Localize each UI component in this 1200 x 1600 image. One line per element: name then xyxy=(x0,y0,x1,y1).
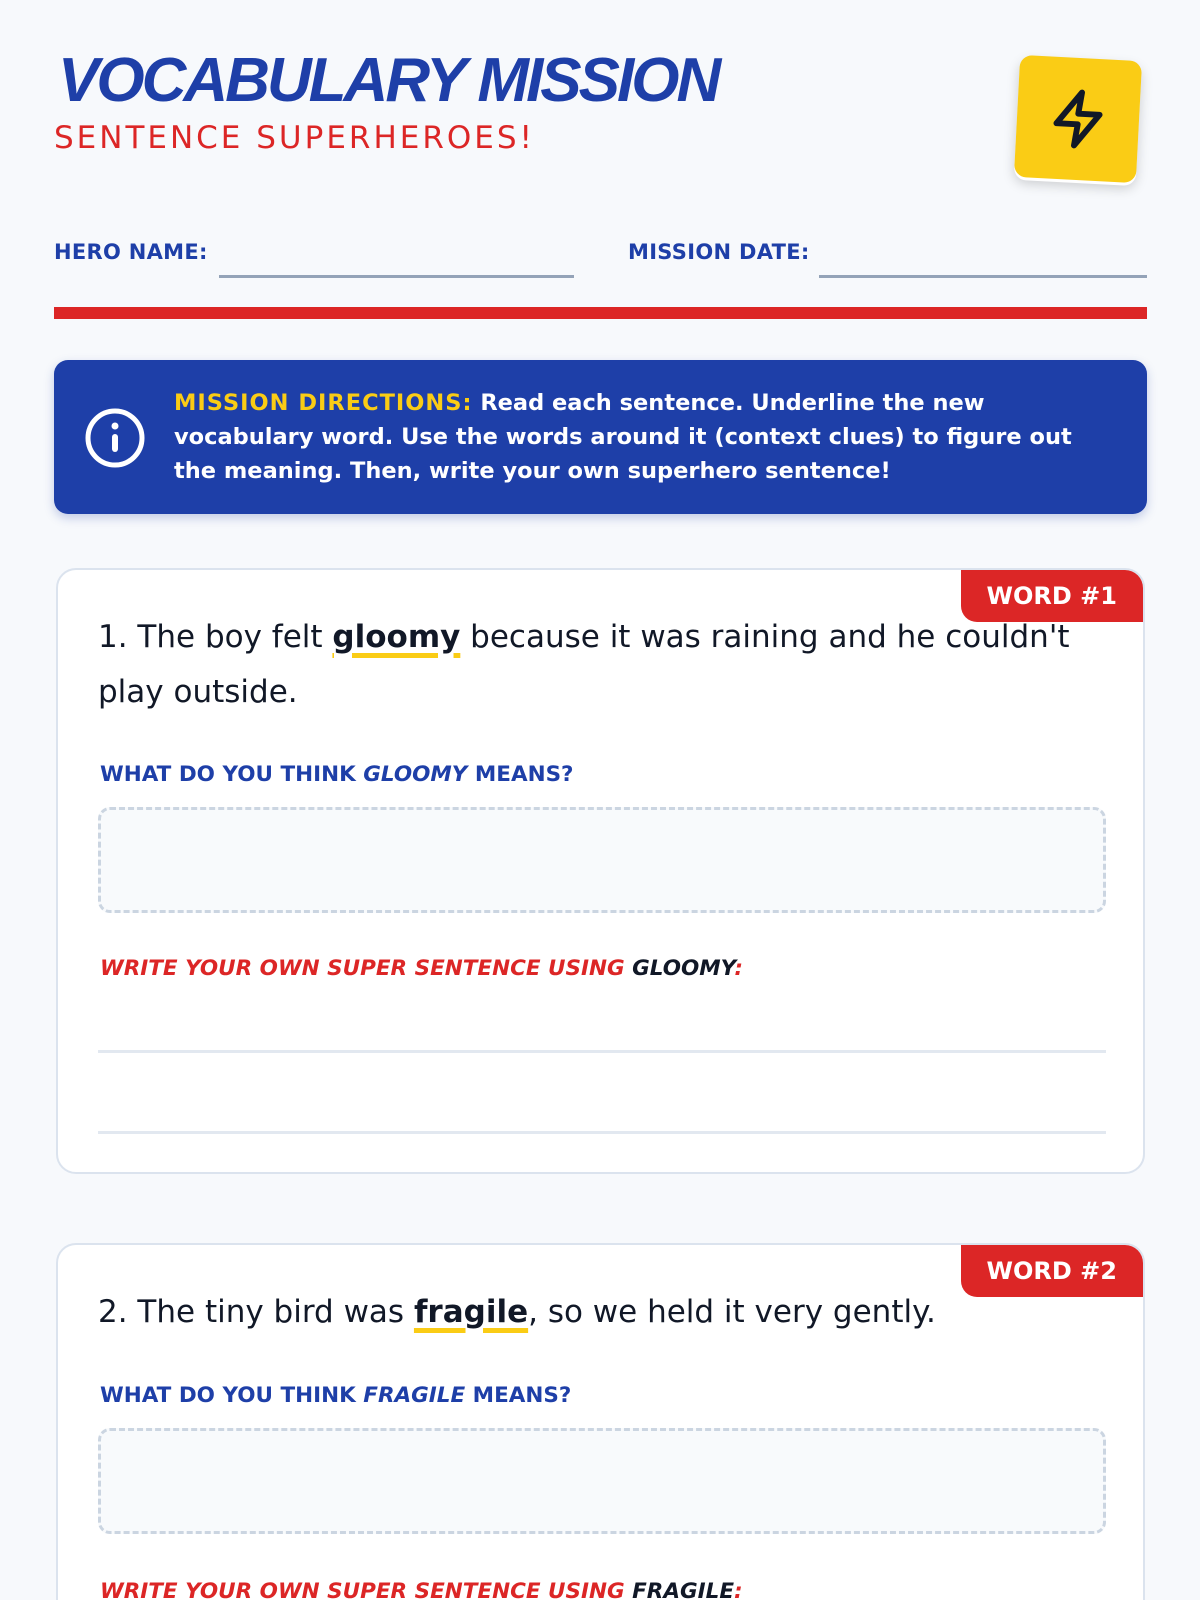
question-text: MEANS? xyxy=(467,762,574,787)
directions-body: Read each sentence. Underline the new vocabulary word. Use the words around it (context clues) to figure out the meaning. Then, write your own superhero sentence! xyxy=(174,390,1072,484)
info-icon xyxy=(84,407,146,469)
meaning-answer-box[interactable] xyxy=(98,807,1106,913)
mission-date-label: MISSION DATE: xyxy=(628,240,810,264)
prompt-word: GLOOMY xyxy=(632,956,735,981)
page-title: VOCABULARY MISSION xyxy=(58,46,719,115)
word-card-1 xyxy=(56,568,1145,1174)
writing-line[interactable] xyxy=(98,1050,1106,1053)
mission-date-field[interactable] xyxy=(819,275,1147,278)
word-tag: WORD #1 xyxy=(961,570,1143,622)
directions-text xyxy=(174,386,1114,488)
lightning-badge xyxy=(1014,55,1142,183)
question-word: FRAGILE xyxy=(363,1383,466,1408)
sentence-text: 2. The tiny bird was xyxy=(98,1294,414,1330)
question-word: GLOOMY xyxy=(363,762,468,787)
lightning-bolt-icon xyxy=(1044,85,1111,152)
sentence-text: , so we held it very gently. xyxy=(528,1294,936,1330)
prompt-text: : xyxy=(734,956,743,981)
meaning-question xyxy=(100,1383,571,1408)
hero-name-label: HERO NAME: xyxy=(54,240,208,264)
word-tag: WORD #2 xyxy=(961,1245,1143,1297)
page-subtitle: SENTENCE SUPERHEROES! xyxy=(54,120,535,156)
prompt-word: FRAGILE xyxy=(632,1579,735,1600)
question-text: WHAT DO YOU THINK xyxy=(100,1383,364,1408)
prompt-text: : xyxy=(734,1579,743,1600)
question-text: WHAT DO YOU THINK xyxy=(100,762,364,787)
prompt-text: WRITE YOUR OWN SUPER SENTENCE USING xyxy=(100,1579,633,1600)
sentence-text: 1. The boy felt xyxy=(98,619,333,655)
writing-line[interactable] xyxy=(98,1131,1106,1134)
context-sentence xyxy=(98,610,1108,720)
prompt-text: WRITE YOUR OWN SUPER SENTENCE USING xyxy=(100,956,633,981)
directions-lead: MISSION DIRECTIONS: xyxy=(174,390,473,416)
meaning-question xyxy=(100,762,574,787)
header-divider xyxy=(54,307,1147,319)
sentence-text: because it was raining and he couldn't play outside. xyxy=(98,619,1070,710)
meaning-answer-box[interactable] xyxy=(98,1428,1106,1534)
mission-directions-panel xyxy=(54,360,1147,514)
hero-name-field[interactable] xyxy=(219,275,574,278)
question-text: MEANS? xyxy=(465,1383,572,1408)
word-card-2 xyxy=(56,1243,1145,1600)
vocab-word[interactable]: fragile xyxy=(413,1294,529,1330)
sentence-prompt xyxy=(100,1579,743,1600)
context-sentence xyxy=(98,1285,1108,1340)
sentence-prompt xyxy=(100,956,743,981)
vocab-word[interactable]: gloomy xyxy=(332,619,461,655)
